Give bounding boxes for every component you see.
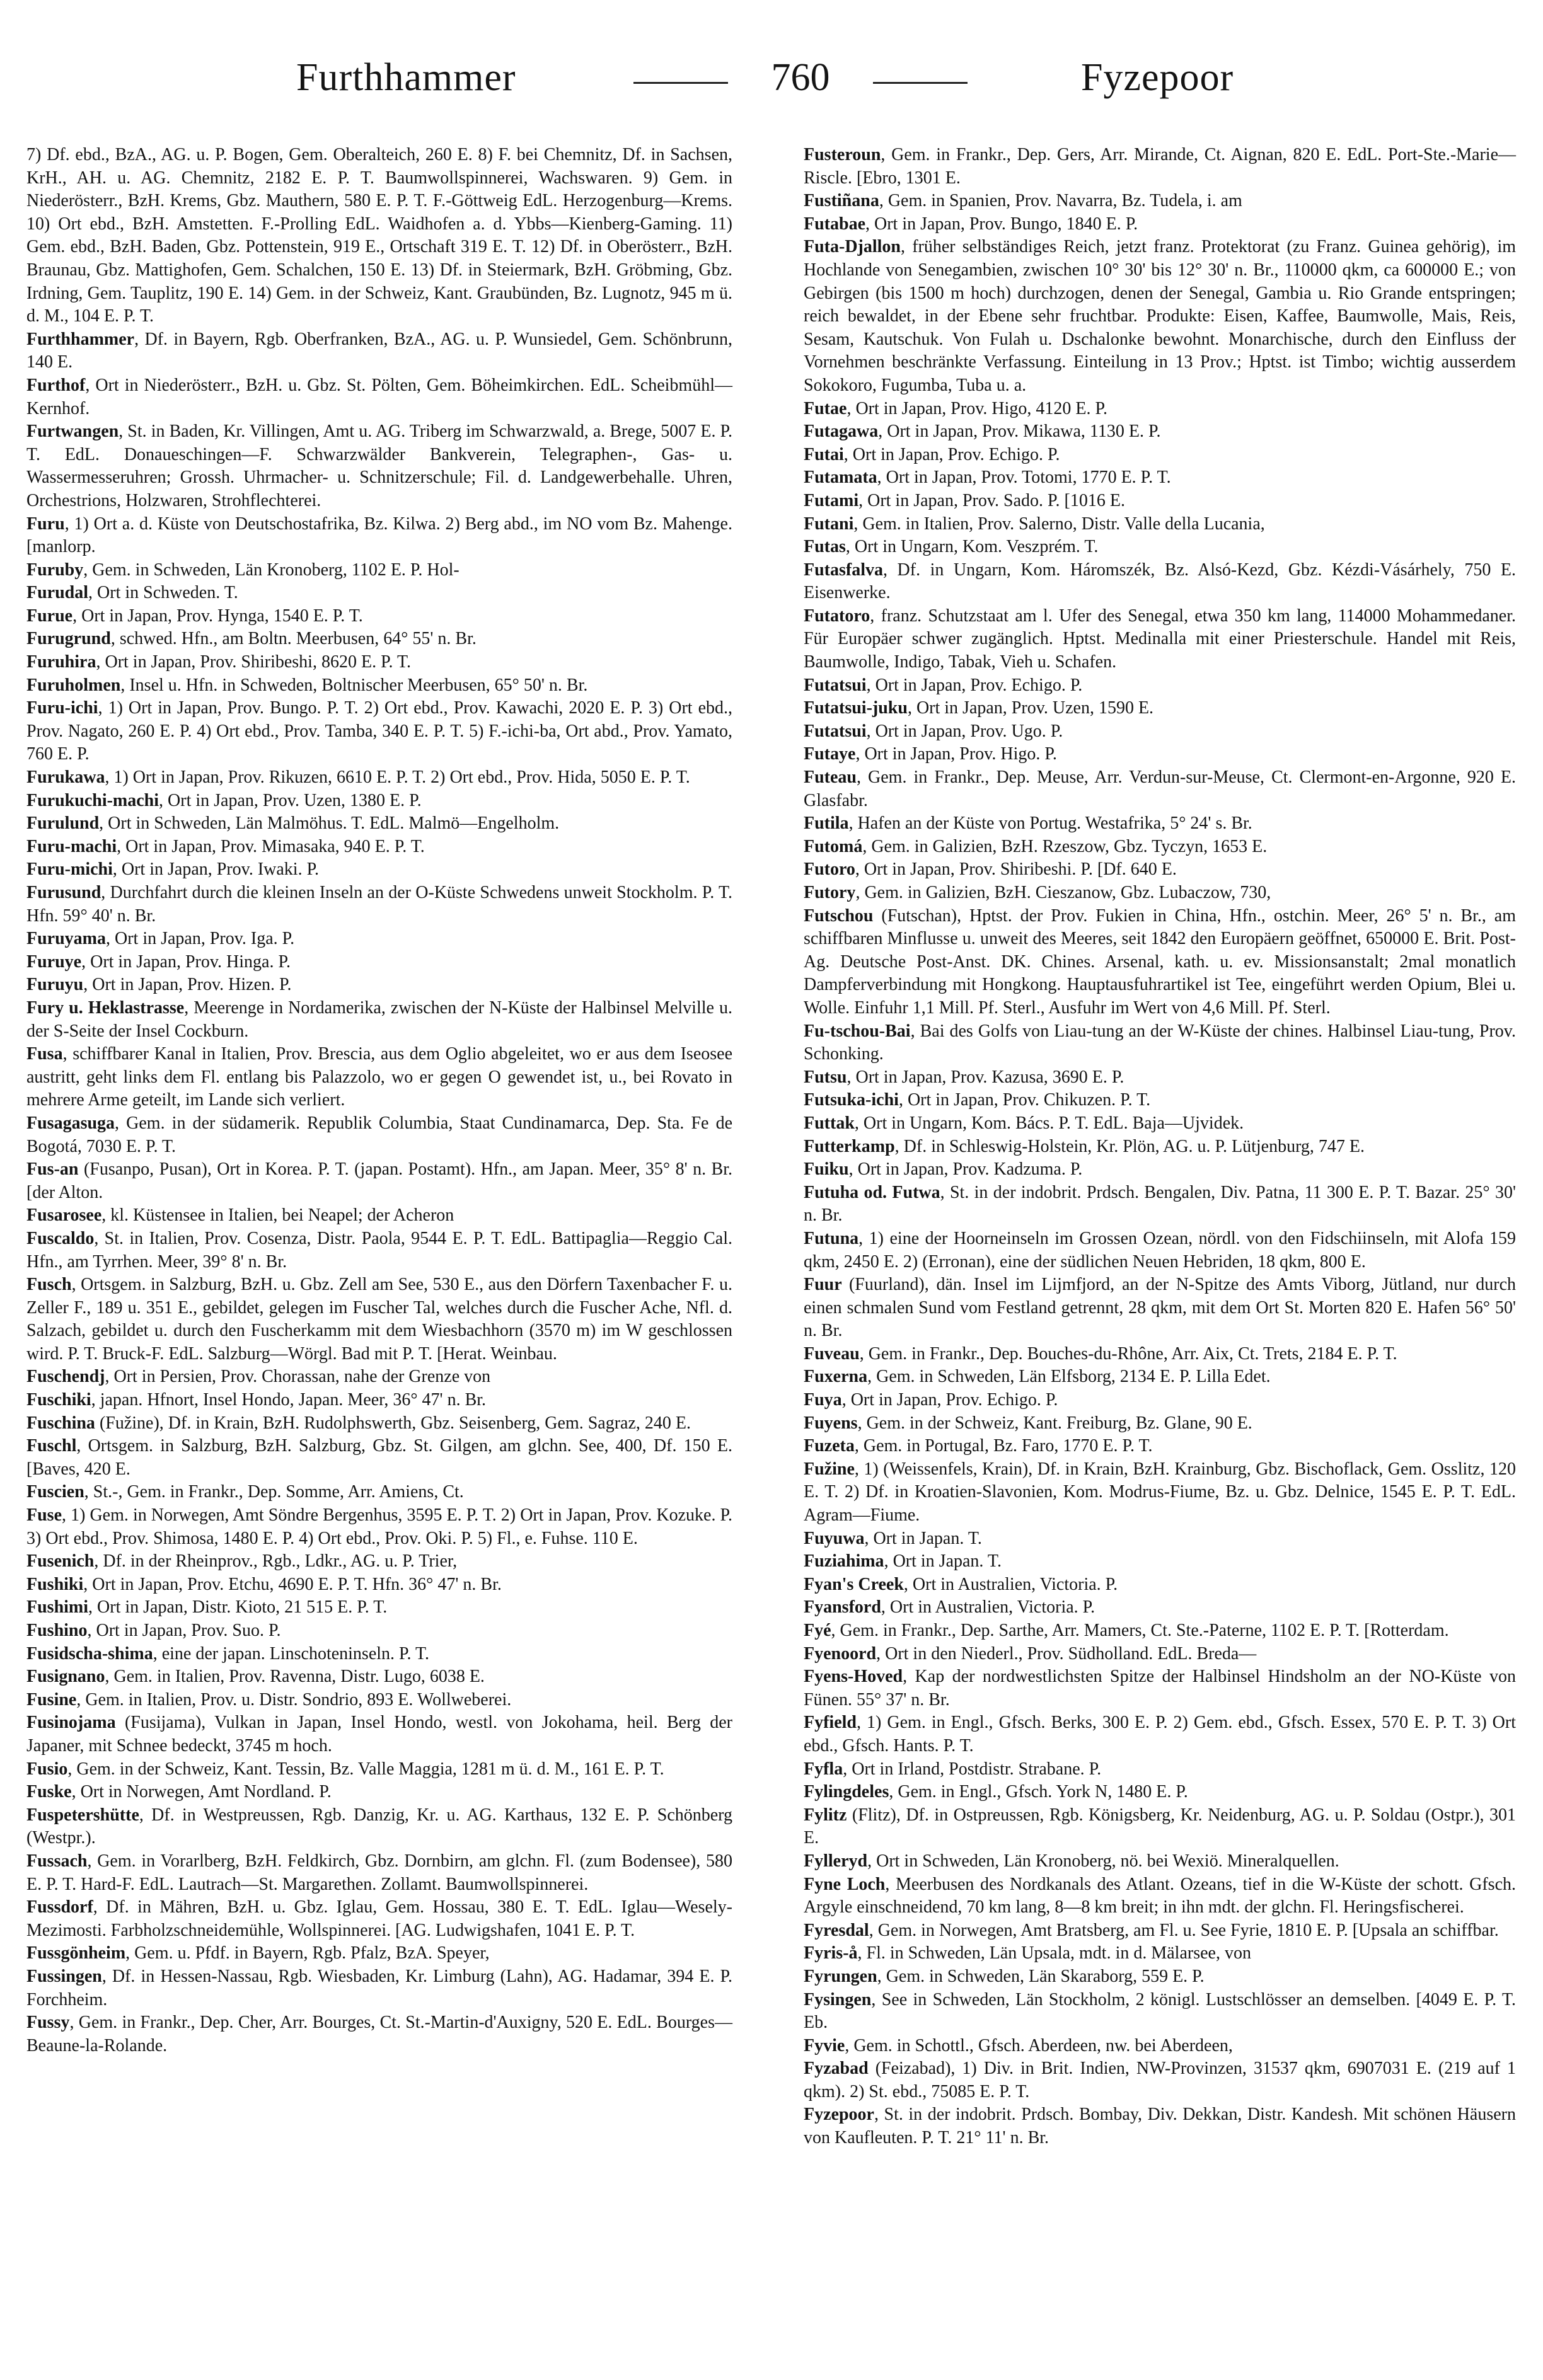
gazetteer-entry: Futterkamp, Df. in Schleswig-Holstein, Kr. Plön, AG. u. P. Lütjenburg, 747 E. <box>804 1136 1365 1156</box>
gazetteer-entry: Futatoro, franz. Schutzstaat am l. Ufer des Senegal, etwa 350 km lang, 114000 Mohammedaner. Für Europäer schwer zugänglich. Hptst. Medinalla mit einer Priesterschule. Handel mit Reis, Baumwolle, Indigo, Tabak, Vieh u. Schafen. <box>804 606 1516 672</box>
gazetteer-entry: Fusidscha-shima, eine der japan. Linschoteninseln. P. T. <box>26 1643 430 1664</box>
gazetteer-entry: Fuske, Ort in Norwegen, Amt Nordland. P. <box>26 1782 332 1802</box>
gazetteer-entry: Fyansford, Ort in Australien, Victoria. P. <box>804 1597 1095 1618</box>
left-column <box>26 144 732 2057</box>
gazetteer-entry: Futabae, Ort in Japan, Prov. Bungo, 1840 E. P. <box>804 214 1138 234</box>
gazetteer-entry: Furthhammer, Df. in Bayern, Rgb. Oberfranken, BzA., AG. u. P. Wunsiedel, Gem. Schönbrunn, 140 E. <box>26 329 732 372</box>
gazetteer-entry: Fusteroun, Gem. in Frankr., Dep. Gers, Arr. Mirande, Ct. Aignan, 820 E. EdL. Port-Ste.-Marie—Riscle. [Ebro, 1301 E. <box>804 145 1516 188</box>
page-number: 760 <box>771 56 830 99</box>
gazetteer-entry: Fuur (Fuurland), dän. Insel im Lijmfjord, an der N-Spitze des Amts Viborg, Jütland, nur durch einen schmalen Sund vom Festland getrennt, 28 qkm, mit dem Ort St. Morten 820 E. Hafen 56° 50' n. Br. <box>804 1275 1517 1341</box>
gazetteer-entry: Fyvie, Gem. in Schottl., Gfsch. Aberdeen, nw. bei Aberdeen, <box>804 2035 1233 2055</box>
header-dash-left <box>633 82 728 84</box>
gazetteer-entry: Futatsui, Ort in Japan, Prov. Echigo. P. <box>804 675 1083 695</box>
gazetteer-entry: Fu-tschou-Bai, Bai des Golfs von Liau-tung an der W-Küste der chines. Halbinsel Liau-tung, Prov. Schonking. <box>804 1021 1516 1064</box>
gazetteer-entry: Furugrund, schwed. Hfn., am Boltn. Meerbusen, 64° 55' n. Br. <box>26 629 477 649</box>
gazetteer-entry: Fuya, Ort in Japan, Prov. Echigo. P. <box>804 1390 1058 1410</box>
gazetteer-entry: Fuse, 1) Gem. in Norwegen, Amt Söndre Bergenhus, 3595 E. P. T. 2) Ort in Japan, Prov. Kozuke. P. 3) Ort ebd., Prov. Shimosa, 1480 E. P. 4) Ort ebd., Prov. Oki. P. 5) Fl., e. Fuhse. 110 E. <box>26 1505 732 1548</box>
gazetteer-entry: Futatsui-juku, Ort in Japan, Prov. Uzen, 1590 E. <box>804 698 1154 718</box>
gazetteer-entry: Fusignano, Gem. in Italien, Prov. Ravenna, Distr. Lugo, 6038 E. <box>26 1667 485 1687</box>
gazetteer-entry: Fuveau, Gem. in Frankr., Dep. Bouches-du-Rhône, Arr. Aix, Ct. Trets, 2184 E. P. T. <box>804 1343 1397 1364</box>
gazetteer-entry: Fužine, 1) (Weissenfels, Krain), Df. in Krain, BzH. Krainburg, Gbz. Bischoflack, Gem. Osslitz, 120 E. T. 2) Df. in Kroatien-Slavonien, Kom. Modrus-Fiume, Bz. u. Gbz. Delnice, 1545 E. P. T. EdL. Agram—Fiume. <box>804 1459 1516 1526</box>
gazetteer-entry: Futagawa, Ort in Japan, Prov. Mikawa, 1130 E. P. <box>804 422 1161 442</box>
gazetteer-entry: Futas, Ort in Ungarn, Kom. Veszprém. T. <box>804 537 1099 557</box>
header-right-word: Fyzepoor <box>1081 56 1234 99</box>
gazetteer-entry: Futaye, Ort in Japan, Prov. Higo. P. <box>804 744 1057 764</box>
gazetteer-entry: Fuschiki, japan. Hfnort, Insel Hondo, Japan. Meer, 36° 47' n. Br. <box>26 1390 487 1410</box>
header-dash-right <box>873 82 968 84</box>
gazetteer-entry: Fussgönheim, Gem. u. Pfdf. in Bayern, Rgb. Pfalz, BzA. Speyer, <box>26 1943 490 1963</box>
gazetteer-entry: Fusenich, Df. in der Rheinprov., Rgb., Ldkr., AG. u. P. Trier, <box>26 1551 458 1572</box>
gazetteer-entry: Futsu, Ort in Japan, Prov. Kazusa, 3690 E. P. <box>804 1067 1124 1087</box>
right-column <box>804 144 1516 2150</box>
gazetteer-entry: Furuye, Ort in Japan, Prov. Hinga. P. <box>26 951 291 972</box>
gazetteer-entry: Fuyuwa, Ort in Japan. T. <box>804 1528 982 1548</box>
gazetteer-entry: Furu-michi, Ort in Japan, Prov. Iwaki. P. <box>26 859 320 880</box>
gazetteer-entry: Fusa, schiffbarer Kanal in Italien, Prov. Brescia, aus dem Oglio abgeleitet, wo er aus dem Iseosee austritt, geht links dem Fl. entlang bis Palazzolo, wo er gegen O gewendet ist, u., bei Rovato in mehrere Arme geteilt, im Lande sich verliert. <box>26 1044 732 1110</box>
gazetteer-entry: Futai, Ort in Japan, Prov. Echigo. P. <box>804 444 1060 464</box>
gazetteer-entry: Fushino, Ort in Japan, Prov. Suo. P. <box>26 1621 281 1640</box>
gazetteer-entry: Fushimi, Ort in Japan, Distr. Kioto, 21 515 E. P. T. <box>26 1597 388 1618</box>
gazetteer-entry: 7) Df. ebd., BzA., AG. u. P. Bogen, Gem. Oberalteich, 260 E. 8) F. bei Chemnitz, Df. in Sachsen, KrH., AH. u. AG. Chemnitz, 2182 E. P. T. Baumwollspinnerei, Wachswaren. 9) Gem. in Niederösterr., BzH. Krems, Gbz. Mauthern, 580 E. P. T. F.-Göttweig EdL. Herzogenburg—Krems. 10) Ort ebd., BzH. Amstetten. F.-Prolling EdL. Waidhofen a. d. Ybbs—Kienberg-Gaming. 11) Gem. ebd., BzH. Baden, Gbz. Pottenstein, 919 E., Ortschaft 319 E. T. 12) Df. in Oberösterr., BzH. Braunau, Gbz. Mattighofen, Gem. Schalchen, 150 E. 13) Df. in Steiermark, BzH. Gröbming, Gbz. Irdning, Gem. Tauplitz, 190 E. 14) Gem. in der Schweiz, Kant. Graubünden, Bz. Lugnotz, 945 m ü. d. M., 104 E. P. T. <box>26 145 732 326</box>
gazetteer-entry: Fyan's Creek, Ort in Australien, Victoria. P. <box>804 1574 1118 1594</box>
gazetteer-entry: Fuspetershütte, Df. in Westpreussen, Rgb. Danzig, Kr. u. AG. Karthaus, 132 E. P. Schönberg (Westpr.). <box>26 1805 732 1848</box>
gazetteer-entry: Furusund, Durchfahrt durch die kleinen Inseln an der O-Küste Schwedens unweit Stockholm. P. T. Hfn. 59° 40' n. Br. <box>26 883 732 926</box>
gazetteer-entry: Futatsui, Ort in Japan, Prov. Ugo. P. <box>804 721 1063 741</box>
gazetteer-entry: Fyé, Gem. in Frankr., Dep. Sarthe, Arr. Mamers, Ct. Ste.-Paterne, 1102 E. P. T. [Rotterdam. <box>804 1621 1449 1640</box>
gazetteer-entry: Fyenoord, Ort in den Niederl., Prov. Südholland. EdL. Breda— <box>804 1643 1257 1664</box>
gazetteer-entry: Fuscien, St.-, Gem. in Frankr., Dep. Somme, Arr. Amiens, Ct. <box>26 1482 464 1502</box>
gazetteer-entry: Futasfalva, Df. in Ungarn, Kom. Háromszék, Bz. Alsó-Kezd, Gbz. Kézdi-Vásárhely, 750 E. Eisenwerke. <box>804 560 1516 603</box>
gazetteer-entry: Fyrungen, Gem. in Schweden, Län Skaraborg, 559 E. P. <box>804 1966 1205 1986</box>
gazetteer-entry: Fylingdeles, Gem. in Engl., Gfsch. York N, 1480 E. P. <box>804 1782 1188 1802</box>
gazetteer-entry: Fylitz (Flitz), Df. in Ostpreussen, Rgb. Königsberg, Kr. Neidenburg, AG. u. P. Soldau (Ostpr.), 301 E. <box>804 1805 1516 1848</box>
gazetteer-entry: Fyris-å, Fl. in Schweden, Län Upsala, mdt. in d. Mälarsee, von <box>804 1943 1251 1963</box>
gazetteer-entry: Fuschl, Ortsgem. in Salzburg, BzH. Salzburg, Gbz. St. Gilgen, am glchn. See, 400, Df. 150 E. [Baves, 420 E. <box>26 1436 732 1479</box>
gazetteer-entry: Fusine, Gem. in Italien, Prov. u. Distr. Sondrio, 893 E. Wollweberei. <box>26 1689 512 1710</box>
gazetteer-entry: Furukawa, 1) Ort in Japan, Prov. Rikuzen, 6610 E. P. T. 2) Ort ebd., Prov. Hida, 5050 E. P. T. <box>26 767 690 788</box>
gazetteer-entry: Fusinojama (Fusijama), Vulkan in Japan, Insel Hondo, westl. von Jokohama, heil. Berg der Japaner, mit Schnee bedeckt, 3745 m hoch. <box>26 1713 733 1756</box>
gazetteer-entry: Fusch, Ortsgem. in Salzburg, BzH. u. Gbz. Zell am See, 530 E., aus den Dörfern Taxenbacher F. u. Zeller F., 189 u. 351 E., gebildet, gelegen im Fuscher Tal, welches durch die Fuscher Ache, Nfl. d. Salzach, gebildet u. durch den Fuscherkamm mit dem Wiesbachhorn (3570 m) im W geschlossen wird. P. T. Bruck-F. EdL. Salzburg—Wörgl. Bad mit P. T. [Herat. Weinbau. <box>26 1275 732 1364</box>
gazetteer-entry: Furu-machi, Ort in Japan, Prov. Mimasaka, 940 E. P. T. <box>26 836 425 856</box>
gazetteer-entry: Fusarosee, kl. Küstensee in Italien, bei Neapel; der Acheron <box>26 1205 454 1226</box>
gazetteer-entry: Fuschendj, Ort in Persien, Prov. Chorassan, nahe der Grenze von <box>26 1367 491 1387</box>
gazetteer-entry: Fysingen, See in Schweden, Län Stockholm, 2 königl. Lustschlösser an demselben. [4049 E. P. T. Eb. <box>804 1989 1516 2033</box>
gazetteer-entry: Furtwangen, St. in Baden, Kr. Villingen, Amt u. AG. Triberg im Schwarzwald, a. Brege, 5007 E. P. T. EdL. Donaueschingen—F. Schwarzwälder Bankverein, Telegraphen-, Gas- u. Wassermesseruhren; Grossh. Uhrmacher- u. Schnitzerschule; Fil. d. Landgewerbehalle. Uhren, Orchestrions, Holzwaren, Strohflechterei. <box>26 422 732 510</box>
gazetteer-entry: Furue, Ort in Japan, Prov. Hynga, 1540 E. P. T. <box>26 606 363 626</box>
gazetteer-entry: Fustiñana, Gem. in Spanien, Prov. Navarra, Bz. Tudela, i. am <box>804 191 1242 211</box>
gazetteer-entry: Fuschina (Fužine), Df. in Krain, BzH. Rudolphswerth, Gbz. Seisenberg, Gem. Sagraz, 240 E. <box>26 1413 691 1433</box>
gazetteer-entry: Fyzabad (Feizabad), 1) Div. in Brit. Indien, NW-Provinzen, 31537 qkm, 6907031 E. (219 auf 1 qkm). 2) St. ebd., 75085 E. P. T. <box>804 2059 1516 2101</box>
gazetteer-entry: Futani, Gem. in Italien, Prov. Salerno, Distr. Valle della Lucania, <box>804 514 1265 534</box>
gazetteer-entry: Futamata, Ort in Japan, Prov. Totomi, 1770 E. P. T. <box>804 468 1171 488</box>
header-left-word: Furthhammer <box>296 56 516 99</box>
gazetteer-entry: Fyresdal, Gem. in Norwegen, Amt Bratsberg, am Fl. u. See Fyrie, 1810 E. P. [Upsala an schiffbar. <box>804 1920 1499 1940</box>
gazetteer-entry: Fyfield, 1) Gem. in Engl., Gfsch. Berks, 300 E. P. 2) Gem. ebd., Gfsch. Essex, 570 E. P. T. 3) Ort ebd., Gfsch. Hants. P. T. <box>804 1713 1516 1756</box>
gazetteer-entry: Fus-an (Fusanpo, Pusan), Ort in Korea. P. T. (japan. Postamt). Hfn., am Japan. Meer, 35° 8' n. Br. [der Alton. <box>26 1159 733 1202</box>
gazetteer-entry: Futa-Djallon, früher selbständiges Reich, jetzt franz. Protektorat (zu Franz. Guinea gehörig), im Hochlande von Senegambien, zwischen 10° 30' bis 12° 30' n. Br., 110000 qkm, ca 600000 E.; von Gebirgen (bis 1500 m hoch) durchzogen, denen der Senegal, Gambia u. Rio Grande entspringen; reich bewaldet, in der Ebene sehr fruchtbar. Produkte: Eisen, Kaffee, Baumwolle, Mais, Reis, Sesam, Kautschuk. Von Fulah u. Dschalonke bewohnt. Monarchische, durch den Einfluss der Vornehmen beschränkte Verfassung. Einteilung in 13 Prov.; Hptst. ist Timbo; wichtig ausserdem Sokokoro, Fugumba, Tuba u. a. <box>804 237 1516 395</box>
gazetteer-entry: Fussach, Gem. in Vorarlberg, BzH. Feldkirch, Gbz. Dornbirn, am glchn. Fl. (zum Bodensee), 580 E. P. T. Hard-F. EdL. Lautrach—St. Margarethen. Zollamt. Baumwollspinnerei. <box>26 1851 732 1894</box>
gazetteer-entry: Fuziahima, Ort in Japan. T. <box>804 1551 1002 1572</box>
gazetteer-entry: Futory, Gem. in Galizien, BzH. Cieszanow, Gbz. Lubaczow, 730, <box>804 883 1271 902</box>
gazetteer-entry: Fusio, Gem. in der Schweiz, Kant. Tessin, Bz. Valle Maggia, 1281 m ü. d. M., 161 E. P. T. <box>26 1759 664 1779</box>
gazetteer-entry: Futila, Hafen an der Küste von Portug. Westafrika, 5° 24' s. Br. <box>804 813 1252 834</box>
gazetteer-entry: Fushiki, Ort in Japan, Prov. Etchu, 4690 E. P. T. Hfn. 36° 47' n. Br. <box>26 1574 502 1594</box>
gazetteer-entry: Futeau, Gem. in Frankr., Dep. Meuse, Arr. Verdun-sur-Meuse, Ct. Clermont-en-Argonne, 920 E. Glasfabr. <box>804 767 1516 810</box>
gazetteer-entry: Fyfla, Ort in Irland, Postdistr. Strabane. P. <box>804 1759 1102 1779</box>
gazetteer-entry: Furthof, Ort in Niederösterr., BzH. u. Gbz. St. Pölten, Gem. Böheimkirchen. EdL. Scheibmühl—Kernhof. <box>26 375 732 418</box>
gazetteer-entry: Furuholmen, Insel u. Hfn. in Schweden, Boltnischer Meerbusen, 65° 50' n. Br. <box>26 675 588 695</box>
gazetteer-entry: Futuha od. Futwa, St. in der indobrit. Prdsch. Bengalen, Div. Patna, 11 300 E. P. T. Bazar. 25° 30' n. Br. <box>804 1182 1516 1226</box>
gazetteer-entry: Fyne Loch, Meerbusen des Nordkanals des Atlant. Ozeans, tief in die W-Küste der schott. Gfsch. Argyle einschneidend, 70 km lang, 8—8 km breit; in ihn mdt. der glchn. Fl. Heringsfischerei. <box>804 1874 1517 1917</box>
gazetteer-entry: Furulund, Ort in Schweden, Län Malmöhus. T. EdL. Malmö—Engelholm. <box>26 813 560 834</box>
gazetteer-entry: Furu, 1) Ort a. d. Küste von Deutschostafrika, Bz. Kilwa. 2) Berg abd., im NO vom Bz. Mahenge. [manlorp. <box>26 514 732 557</box>
gazetteer-entry: Fussdorf, Df. in Mähren, BzH. u. Gbz. Iglau, Gem. Hossau, 380 E. T. EdL. Iglau—Wesely-Mezimosti. Farbholzschneidemühle, Wollspinnerei. [AG. Ludwigshafen, 1041 E. P. T. <box>26 1897 732 1940</box>
gazetteer-entry: Fuyens, Gem. in der Schweiz, Kant. Freiburg, Bz. Glane, 90 E. <box>804 1413 1252 1433</box>
gazetteer-entry: Furuhira, Ort in Japan, Prov. Shiribeshi, 8620 E. P. T. <box>26 652 412 672</box>
gazetteer-entry: Futoro, Ort in Japan, Prov. Shiribeshi. P. [Df. 640 E. <box>804 859 1177 880</box>
gazetteer-entry: Furuby, Gem. in Schweden, Län Kronoberg, 1102 E. P. Hol- <box>26 560 459 580</box>
gazetteer-entry: Fusagasuga, Gem. in der südamerik. Republik Columbia, Staat Cundinamarca, Dep. Sta. Fe de Bogotá, 7030 E. P. T. <box>26 1113 732 1156</box>
gazetteer-entry: Fussingen, Df. in Hessen-Nassau, Rgb. Wiesbaden, Kr. Limburg (Lahn), AG. Hadamar, 394 E. P. Forchheim. <box>26 1966 732 2009</box>
gazetteer-entry: Furuyu, Ort in Japan, Prov. Hizen. P. <box>26 975 292 995</box>
gazetteer-entry: Fuxerna, Gem. in Schweden, Län Elfsborg, 2134 E. P. Lilla Edet. <box>804 1367 1271 1387</box>
gazetteer-entry: Furu-ichi, 1) Ort in Japan, Prov. Bungo. P. T. 2) Ort ebd., Prov. Kawachi, 2020 E. P. 3) Ort ebd., Prov. Nagato, 260 E. P. 4) Ort ebd., Prov. Tamba, 340 E. P. T. 5) F.-ichi-ba, Ort abd., Prov. Yamato, 760 E. P. <box>26 698 732 764</box>
gazetteer-entry: Futomá, Gem. in Galizien, BzH. Rzeszow, Gbz. Tyczyn, 1653 E. <box>804 836 1268 856</box>
gazetteer-entry: Futae, Ort in Japan, Prov. Higo, 4120 E. P. <box>804 398 1107 418</box>
gazetteer-entry: Fuzeta, Gem. in Portugal, Bz. Faro, 1770 E. P. T. <box>804 1436 1153 1456</box>
gazetteer-entry: Furukuchi-machi, Ort in Japan, Prov. Uzen, 1380 E. P. <box>26 790 422 810</box>
gazetteer-entry: Futschou (Futschan), Hptst. der Prov. Fukien in China, Hfn., ostchin. Meer, 26° 5' n. Br., am schiffbaren Minflusse u. unweit des Meeres, seit 1842 den Europäern geöffnet, 650000 E. Brit. Post-Ag. Deutsche Post-Anst. DK. Chines. Arsenal, kath. u. ev. Missionsanstalt; 2mal monatlich Dampferverbindung mit Hongkong. Hauptausfuhrartikel ist Tee, eingeführt werden Opium, Blei u. Wolle. Einfuhr 1,1 Mill. Pf. Sterl., Ausfuhr im Wert von 4,6 Mill. Pf. Sterl. <box>804 905 1516 1018</box>
gazetteer-entry: Futuna, 1) eine der Hoorneinseln im Grossen Ozean, nördl. von den Fidschiinseln, mit Alofa 159 qkm, 2450 E. 2) (Erronan), eine der südlichen Neuen Hebriden, 18 qkm, 800 E. <box>804 1228 1516 1272</box>
gazetteer-entry: Fuiku, Ort in Japan, Prov. Kadzuma. P. <box>804 1159 1083 1180</box>
gazetteer-entry: Fylleryd, Ort in Schweden, Län Kronoberg, nö. bei Wexiö. Mineralquellen. <box>804 1851 1339 1871</box>
gazetteer-entry: Furudal, Ort in Schweden. T. <box>26 583 238 603</box>
gazetteer-entry: Furuyama, Ort in Japan, Prov. Iga. P. <box>26 929 295 949</box>
gazetteer-entry: Futami, Ort in Japan, Prov. Sado. P. [1016 E. <box>804 490 1125 510</box>
gazetteer-entry: Futtak, Ort in Ungarn, Kom. Bács. P. T. EdL. Baja—Ujvidek. <box>804 1113 1244 1133</box>
gazetteer-entry: Fyens-Hoved, Kap der nordwestlichsten Spitze der Halbinsel Hindsholm an der NO-Küste von Fünen. 55° 37' n. Br. <box>804 1667 1516 1710</box>
gazetteer-entry: Fury u. Heklastrasse, Meerenge in Nordamerika, zwischen der N-Küste der Halbinsel Melville u. der S-Seite der Insel Cockburn. <box>26 997 733 1041</box>
gazetteer-entry: Fyzepoor, St. in der indobrit. Prdsch. Bombay, Div. Dekkan, Distr. Kandesh. Mit schönen Häusern von Kaufleuten. P. T. 21° 11' n. Br. <box>804 2105 1516 2148</box>
page-header <box>0 55 1543 112</box>
gazetteer-entry: Fussy, Gem. in Frankr., Dep. Cher, Arr. Bourges, Ct. St.-Martin-d'Auxigny, 520 E. EdL. Bourges—Beaune-la-Rolande. <box>26 2013 732 2055</box>
gazetteer-entry: Futsuka-ichi, Ort in Japan, Prov. Chikuzen. P. T. <box>804 1090 1151 1110</box>
gazetteer-entry: Fuscaldo, St. in Italien, Prov. Cosenza, Distr. Paola, 9544 E. P. T. EdL. Battipaglia—Reggio Cal. Hfn., am Tyrrhen. Meer, 39° 8' n. Br. <box>26 1228 732 1272</box>
